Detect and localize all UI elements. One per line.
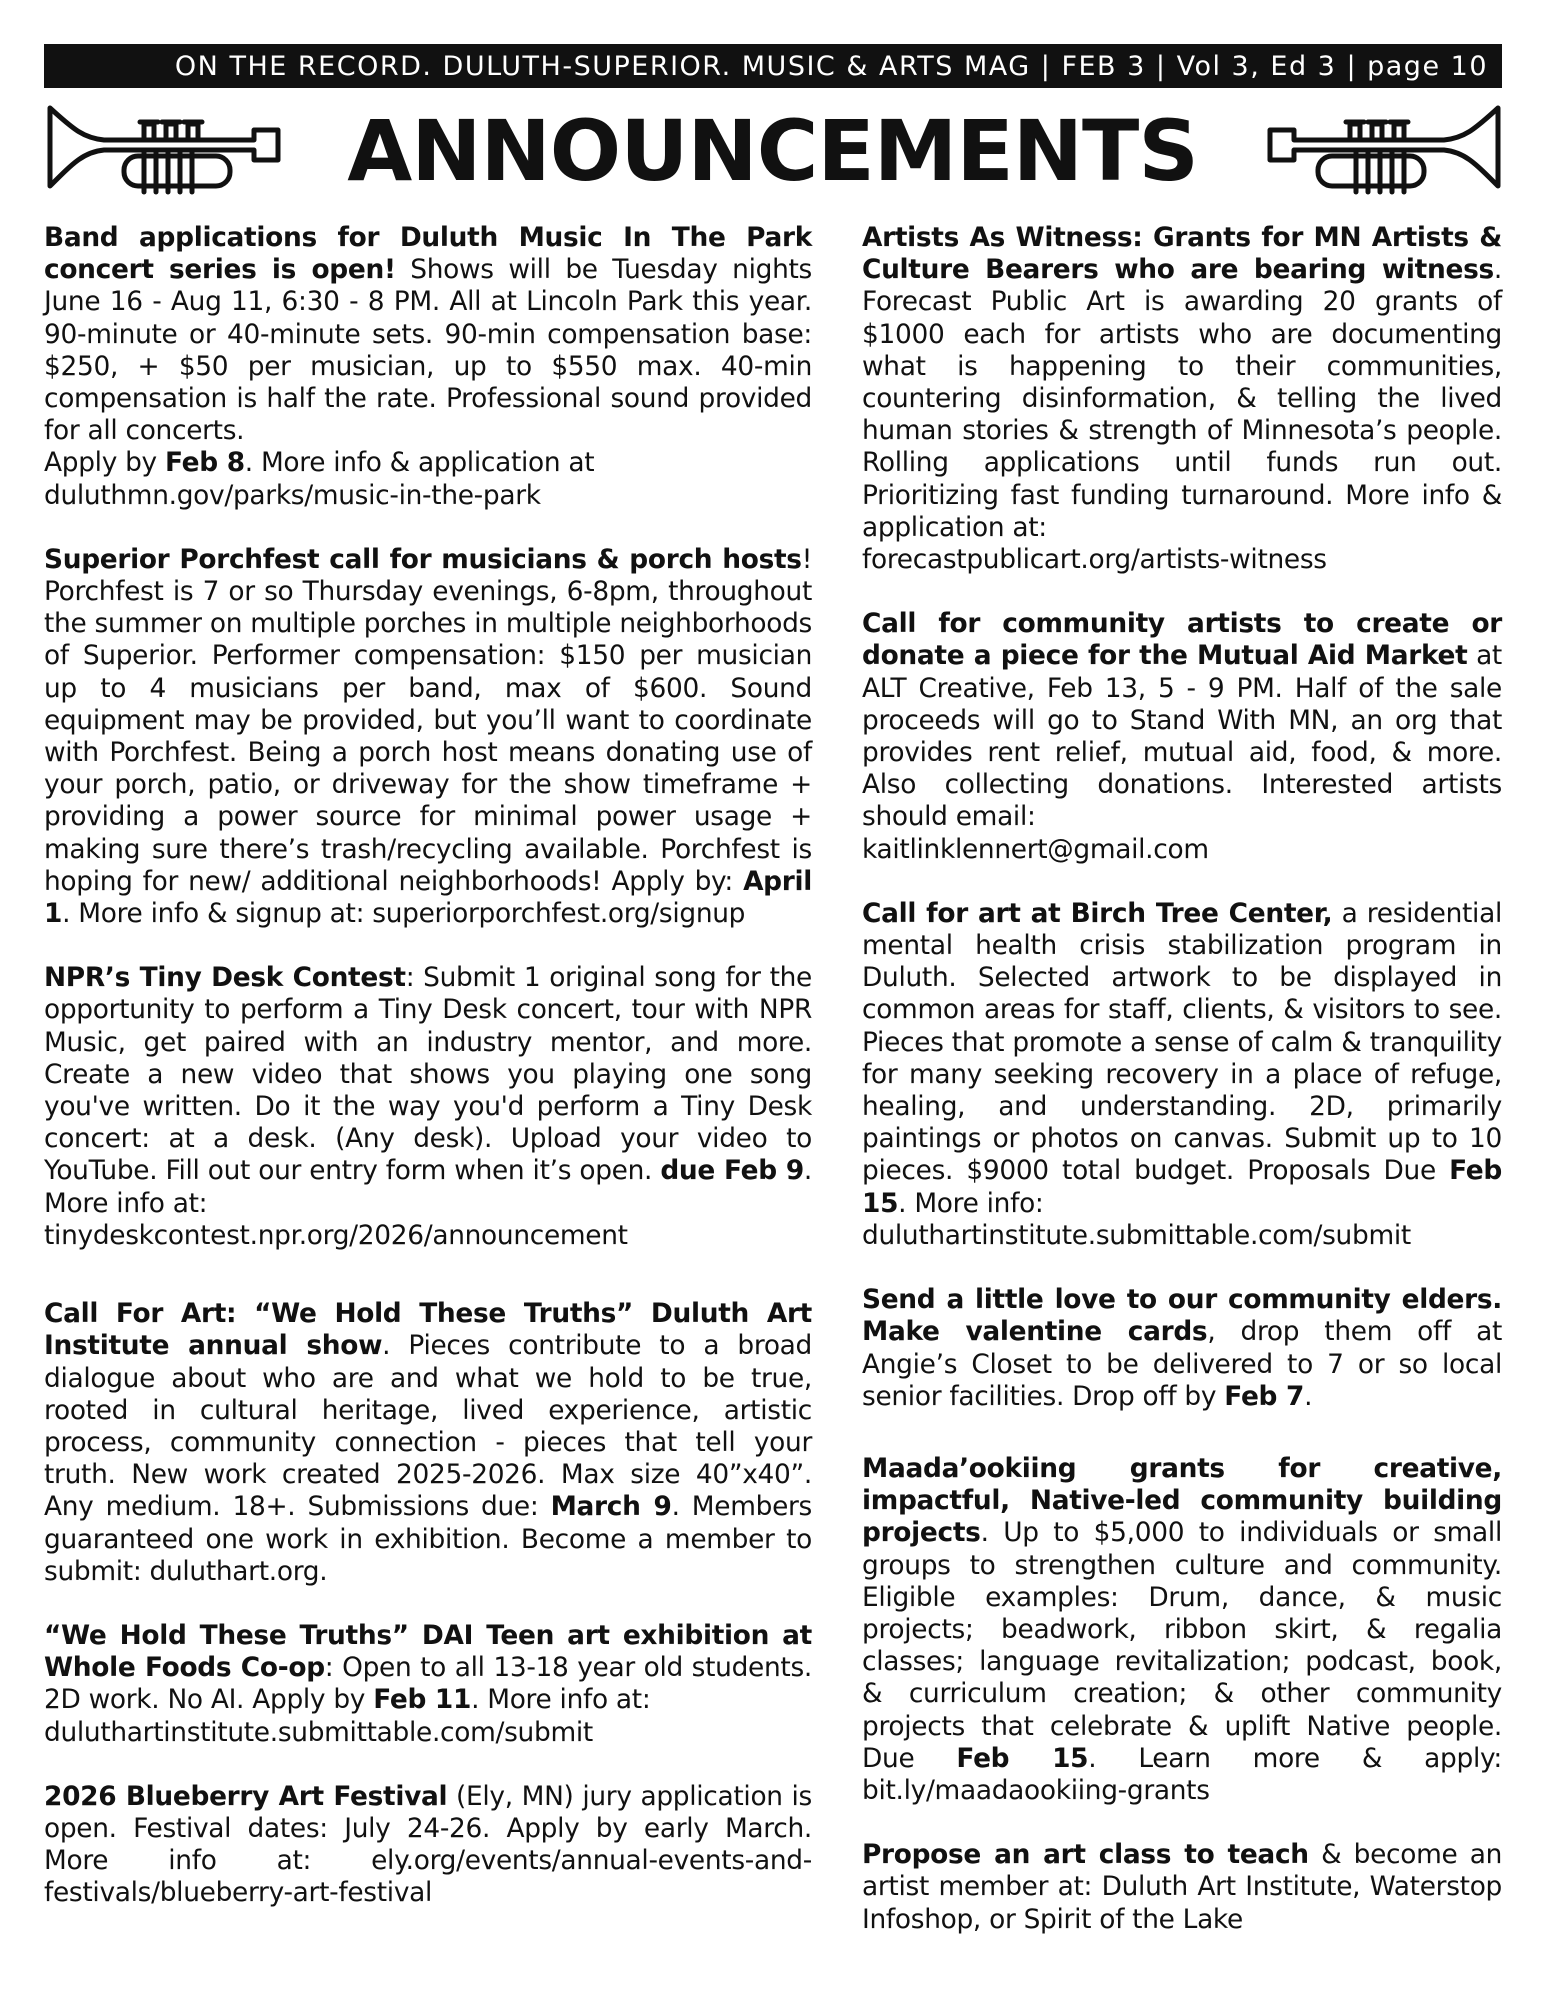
announcement-blueberry [44, 1781, 812, 1910]
info-link[interactable]: duluthmn.gov/parks/music-in-the-park [44, 479, 541, 511]
announcement-body: Shows will be Tuesday nights June 16 - Aug 11, 6:30 - 8 PM. All at Lincoln Park this year. 90-minute or 40-minute sets. 90-min compensation base: $250, + $50 per musician, up to $550 max. 40-min compensation is half the rate. Professional sound provided for all concerts. [44, 254, 813, 447]
announcement-music-in-park [44, 222, 812, 447]
right-column [862, 222, 1502, 1936]
deadline-date: due Feb 9 [660, 1155, 804, 1187]
announcement-title: NPR’s Tiny Desk Contest [44, 962, 406, 994]
announcement-tiny-desk [44, 962, 812, 1252]
announcement-body: ! Porchfest is 7 or so Thursday evenings, 6-8pm, throughout the summer on multiple porches in multiple neighborhoods of Superior. Performer compensation: $150 per musician up to 4 musicians per band, max of $600. Sound equipment may be provided, but you’ll want to coordinate with Porchfest. Being a porch host means donating use of your porch, patio, or driveway for the show timeframe + providing a power source for minimal power usage + making sure there’s trash/recycling available. Porchfest is hoping for new/ additional neighborhoods! Apply by: [44, 543, 812, 897]
announcement-body: (Ely, MN) jury application is open. Festival dates: July 24-26. Apply by early March. More info at: ely.org/events/annual-events-and-festivals/blueberry-art-festival [44, 1780, 812, 1909]
announcement-valentines [862, 1284, 1502, 1413]
announcement-title: 2026 Blueberry Art Festival [44, 1780, 448, 1812]
apply-prefix: Apply by [44, 447, 165, 479]
email-link[interactable]: kaitlinklennert@gmail.com [862, 833, 1209, 865]
announcement-title: Maada’ookiing grants for creative, impactful, Native-led community building projects [862, 1452, 1502, 1549]
announcement-title: Superior Porchfest call for musicians & porch hosts [44, 543, 802, 575]
page-title: ANNOUNCEMENTS [347, 102, 1198, 200]
announcement-apply-line [44, 447, 812, 511]
deadline-date: March 9 [550, 1491, 672, 1523]
info-link[interactable]: tinydeskcontest.npr.org/2026/announcement [44, 1219, 628, 1251]
announcement-body: . Up to $5,000 to individuals or small groups to strengthen culture and community. Eligible examples: Drum, dance, & music projects; beadwork, ribbon skirt, & regalia classes; language revitalization; podcast, book, & curriculum creation; & other community projects that celebrate & uplift Native people. Due [862, 1517, 1502, 1774]
trumpet-icon [1264, 100, 1504, 200]
announcement-title: Call For Art: “We Hold These Truths” Duluth Art Institute annual show [44, 1298, 812, 1362]
announcement-body: at ALT Creative, Feb 13, 5 - 9 PM. Half of the sale proceeds will go to Stand With MN, an org that provides rent relief, mutual aid, food, & more. Also collecting donations. Interested artists should email: [862, 640, 1502, 833]
announcement-suffix: . Members guaranteed one work in exhibition. Become a member to submit: duluthart.org. [44, 1491, 813, 1587]
announcement-body: : Open to all 13-18 year old students. 2D work. No AI. Apply by [44, 1652, 812, 1716]
announcement-body: : Submit 1 original song for the opportunity to perform a Tiny Desk concert, tour with NPR Music, get paired with an industry mentor, and more. Create a new video that shows you playing one song you've written. Do it the way you'd perform a Tiny Desk concert: at a desk. (Any desk). Upload your video to YouTube. Fill out our entry form when it’s open. [44, 962, 812, 1187]
announcement-body: . Forecast Public Art is awarding 20 grants of $1000 each for artists who are documenting what is happening to their communities, countering disinformation, & telling the lived human stories & strength of Minnesota’s people. Rolling applications until funds run out. Prioritizing fast funding turnaround. More info & application at: [862, 254, 1502, 543]
announcement-body: , drop them off at Angie’s Closet to be delivered to 7 or so local senior facilities. Drop off by [862, 1316, 1502, 1412]
header-bar-text: ON THE RECORD. DULUTH-SUPERIOR. MUSIC & ARTS MAG | FEB 3 | Vol 3, Ed 3 | page 10 [174, 50, 1488, 82]
announcement-suffix: . [1304, 1380, 1313, 1412]
announcement-truths-show [44, 1298, 812, 1588]
announcement-body: a residential mental health crisis stabilization program in Duluth. Selected artwork to be displayed in common areas for staff, clients, & visitors to see. Pieces that promote a sense of calm & tranquility for many seeking recovery in a place of refuge, healing, and understanding. 2D, primarily paintings or photos on canvas. Submit up to 10 pieces. $9000 total budget. Proposals Due [862, 897, 1502, 1187]
announcement-suffix: . More info at: [471, 1684, 651, 1716]
announcement-birch-tree [862, 898, 1502, 1252]
announcement-suffix: . More info: [898, 1187, 1044, 1219]
announcement-title: Propose an art class to teach [862, 1839, 1309, 1871]
announcement-title: Send a little love to our community elders. Make valentine cards [862, 1284, 1502, 1348]
announcement-suffix: . More info at: [44, 1155, 812, 1219]
deadline-date: Feb 11 [373, 1684, 472, 1716]
announcement-title: Band applications for Duluth Music In The Park concert series is open! [44, 222, 812, 286]
announcement-suffix: . Learn more & apply: bit.ly/maadaookiing-grants [862, 1742, 1502, 1806]
announcement-body: & become an artist member at: Duluth Art Institute, Waterstop Infoshop, or Spirit of the Lake [862, 1839, 1502, 1935]
announcement-art-class [862, 1839, 1502, 1936]
announcement-artists-witness [862, 222, 1502, 576]
deadline-date: Feb 15 [862, 1155, 1502, 1219]
announcement-title: “We Hold These Truths” DAI Teen art exhibition at Whole Foods Co-op [44, 1619, 812, 1684]
announcement-body: . Pieces contribute to a broad dialogue about who are and what we hold to be true, rooted in cultural heritage, lived experience, artistic process, community connection - pieces that tell your truth. New work created 2025-2026. Max size 40”x40”. Any medium. 18+. Submissions due: [44, 1330, 812, 1523]
deadline-date: April 1 [44, 865, 812, 930]
announcement-mutual-aid [862, 608, 1502, 866]
header-bar [44, 44, 1502, 88]
deadline-date: Feb 15 [956, 1742, 1089, 1774]
announcement-suffix: . More info & signup at: superiorporchfest.org/signup [62, 898, 746, 930]
announcement-teen-exhibition [44, 1620, 812, 1749]
announcement-title: Artists As Witness: Grants for MN Artists & Culture Bearers who are bearing witness [862, 222, 1502, 286]
deadline-date: Feb 8 [164, 447, 245, 479]
trumpet-icon [44, 100, 284, 200]
announcement-title: Call for art at Birch Tree Center, [862, 897, 1333, 929]
left-column [44, 222, 812, 1910]
info-link[interactable]: duluthartinstitute.submittable.com/submit [862, 1219, 1411, 1251]
announcement-maadaookiing [862, 1453, 1502, 1807]
deadline-date: Feb 7 [1224, 1380, 1305, 1412]
apply-suffix: . More info & application at [244, 447, 595, 479]
info-link[interactable]: forecastpublicart.org/artists-witness [862, 544, 1327, 576]
announcement-porchfest [44, 544, 812, 930]
announcement-title: Call for community artists to create or donate a piece for the Mutual Aid Market [862, 608, 1502, 672]
info-link[interactable]: duluthartinstitute.submittable.com/submit [44, 1716, 593, 1748]
